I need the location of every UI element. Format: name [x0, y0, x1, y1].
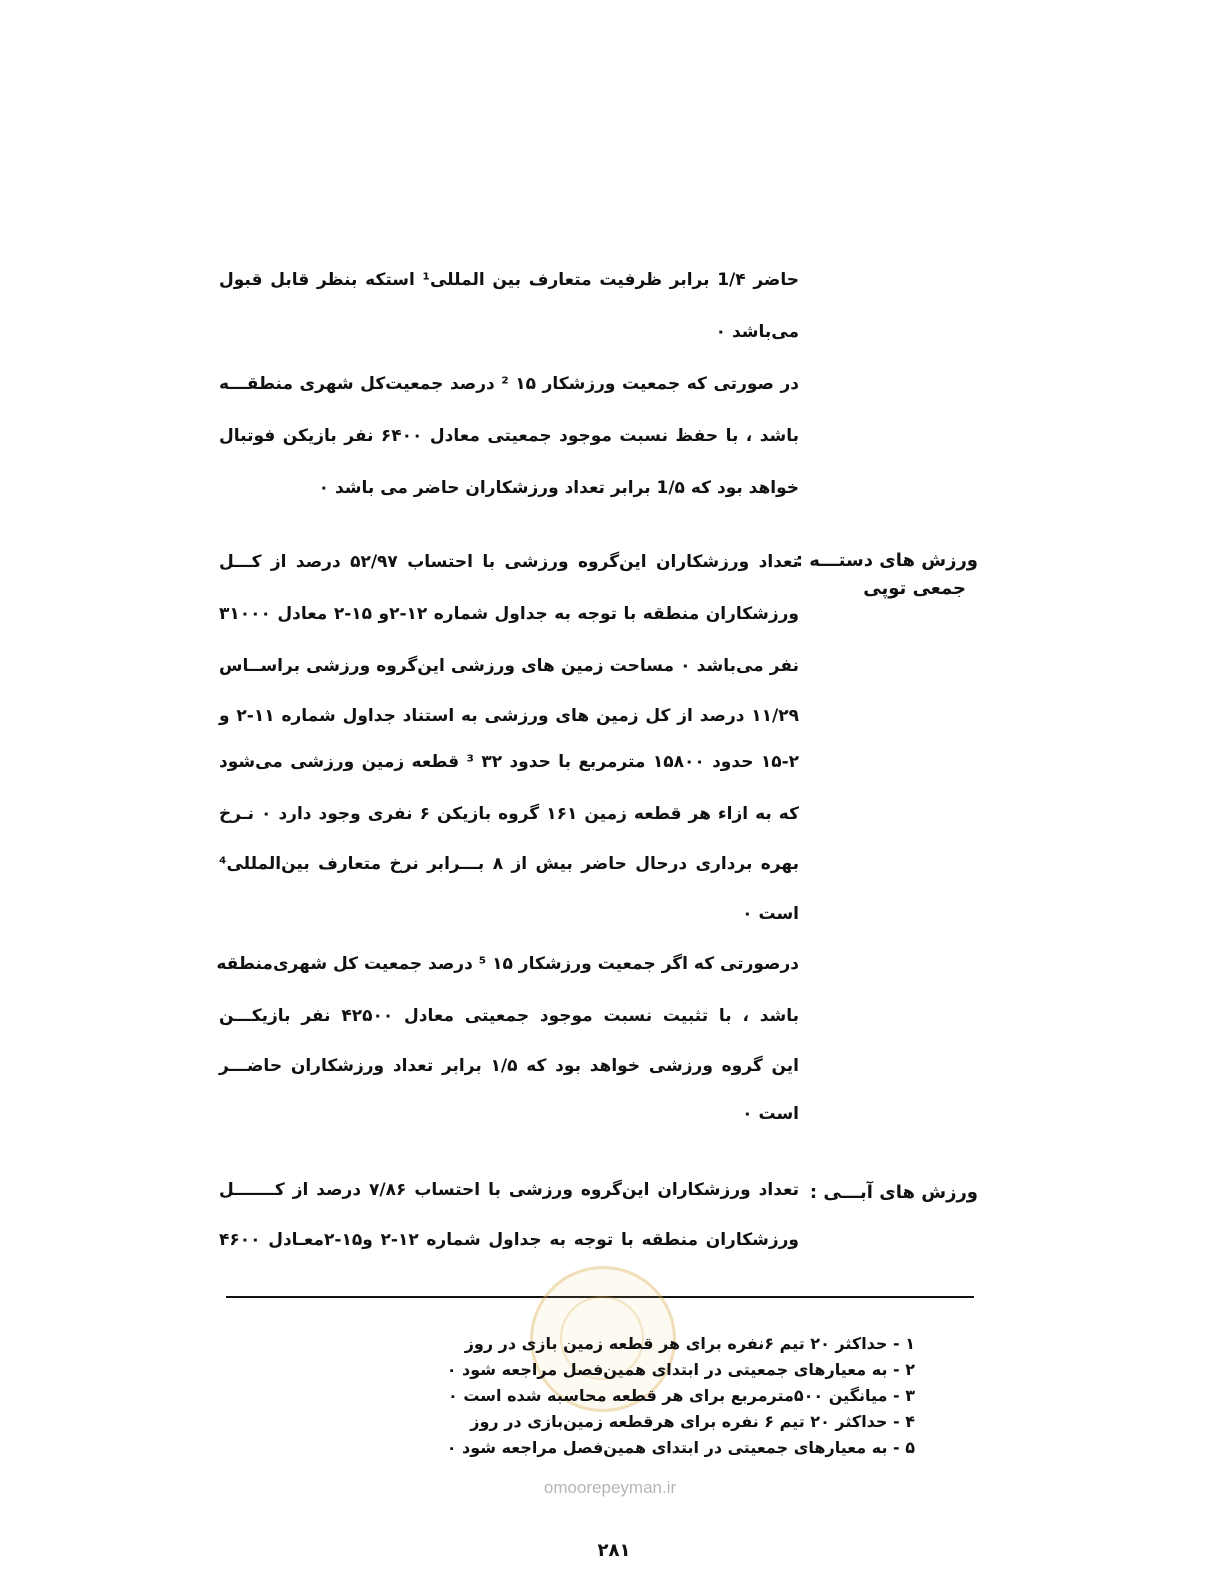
section-heading: ورزش های آبـــی :	[809, 1182, 978, 1203]
footnote-item: ۲ - به معیارهای جمعیتی در ابتدای همین‌فصل مراجعه شود ۰	[446, 1360, 915, 1379]
text-line: باشد ، با تثبیت نسبت موجود جمعیتی معادل ۴۲۵۰۰ نفر بازیکـــن	[219, 1006, 799, 1026]
text-line: ورزشکاران منطقه با توجه به جداول شماره ۱۲-۲ و۱۵-۲معـادل ۴۶۰۰	[219, 1230, 799, 1250]
section-heading-line2: جمعی توپی	[863, 578, 966, 599]
text-line: خواهد بود که 1/۵ برابر تعداد ورزشکاران حاضر می باشد ۰	[318, 478, 799, 498]
text-line: حاضر 1/۴ برابر ظرفیت متعارف بین المللی¹ استکه بنظر قابل قبول	[219, 270, 799, 290]
footnote-item: ۵ - به معیارهای جمعیتی در ابتدای همین‌فصل مراجعه شود ۰	[446, 1438, 915, 1457]
text-line: ۱۵-۲ حدود ۱۵۸۰۰ مترمربع با حدود ۳۲ ³ قطعه زمین ورزشی می‌شود	[219, 752, 800, 772]
text-line: ۱۱/۲۹ درصد از کل زمین های ورزشی به استناد جداول شماره ۱۱-۲ و	[219, 706, 799, 726]
footnote-item: ۳ - میانگین ۵۰۰مترمربع برای هر قطعه محاسبه شده است ۰	[448, 1386, 915, 1405]
watermark-text: omoorepeyman.ir	[543, 1478, 677, 1497]
text-line: درصورتی که اگر جمعیت ورزشکار ۱۵ ⁵ درصد جمعیت کل شهری‌منطقه	[216, 954, 799, 974]
text-line: بهره برداری درحال حاضر بیش از ۸ بـــرابر نرخ متعارف بین‌المللی⁴	[219, 854, 799, 874]
text-line: می‌باشد ۰	[715, 322, 799, 342]
footnote-item: ۱ - حداکثر ۲۰ تیم ۶نفره برای هر قطعه زمین بازی در روز	[464, 1334, 915, 1353]
text-line: که به ازاء هر قطعه زمین ۱۶۱ گروه بازیکن ۶ نفری وجود دارد ۰ نـرخ	[219, 804, 799, 824]
page-number: ۲۸۱	[597, 1540, 631, 1561]
text-line: تعداد ورزشکاران این‌گروه ورزشی با احتساب ۵۲/۹۷ درصد از کـــل	[219, 552, 799, 572]
text-line: است ۰	[742, 1104, 799, 1124]
footnote-item: ۴ - حداکثر ۲۰ تیم ۶ نفره برای هرقطعه زمین‌بازی در روز	[470, 1412, 915, 1431]
text-line: باشد ، با حفظ نسبت موجود جمعیتی معادل ۶۴۰۰ نفر بازیکن فوتبال	[219, 426, 799, 446]
text-line: است ۰	[742, 904, 799, 924]
text-line: ورزشکاران منطقه با توجه به جداول شماره ۱۲-۲و ۱۵-۲ معادل ۳۱۰۰۰	[219, 604, 799, 624]
section-heading: ورزش های دستـــه :	[795, 550, 978, 571]
text-line: تعداد ورزشکاران این‌گروه ورزشی با احتساب ۷/۸۶ درصد از کـــــــل	[219, 1180, 799, 1200]
text-line: در صورتی که جمعیت ورزشکار ۱۵ ² درصد جمعیت‌کل شهری منطقـــه	[219, 374, 799, 394]
text-line: این گروه ورزشی خواهد بود که ۱/۵ برابر تعداد ورزشکاران حاضـــر	[219, 1056, 799, 1076]
text-line: نفر می‌باشد ۰ مساحت زمین های ورزشی این‌گروه ورزشی براســاس	[219, 656, 800, 676]
